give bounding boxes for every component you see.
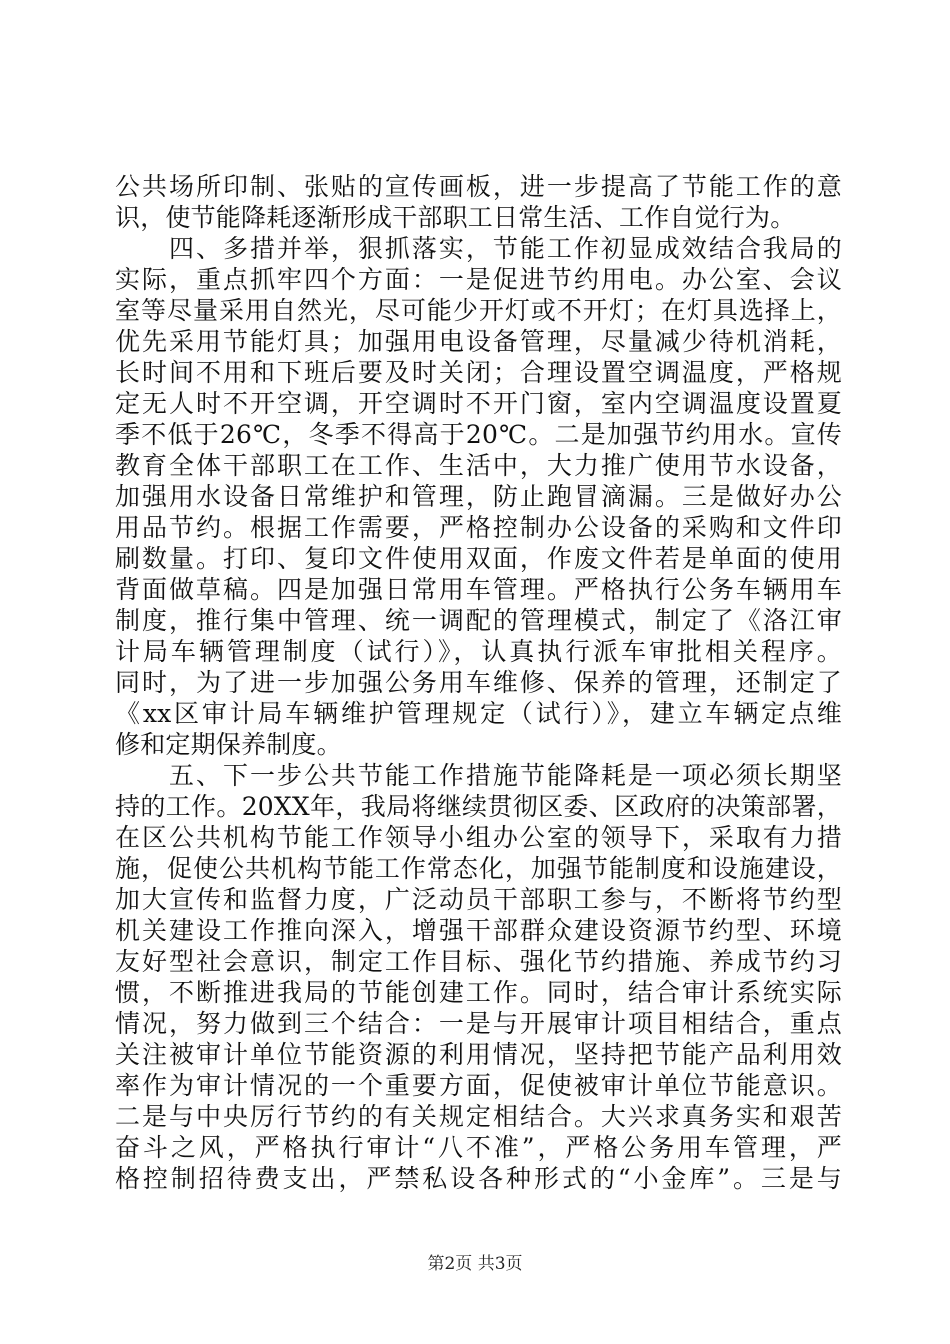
text-line: 二是与中央厉行节约的有关规定相结合。大兴求真务实和艰苦 (115, 1102, 842, 1131)
document-body (115, 171, 842, 1194)
page-number: 第2页 共3页 (427, 1254, 523, 1274)
text-line: 友好型社会意识，制定工作目标、强化节约措施、养成节约习 (115, 947, 842, 976)
text-line: 背面做草稿。四是加强日常用车管理。严格执行公务车辆用车 (115, 575, 842, 604)
page-footer (0, 1253, 950, 1275)
text-line: 用品节约。根据工作需要，严格控制办公设备的采购和文件印 (115, 513, 842, 542)
text-line: 五、下一步公共节能工作措施节能降耗是一项必须长期坚 (115, 761, 842, 790)
text-line: 惯，不断推进我局的节能创建工作。同时，结合审计系统实际 (115, 978, 842, 1007)
text-line: 修和定期保养制度。 (115, 730, 342, 759)
text-line: 同时，为了进一步加强公务用车维修、保养的管理，还制定了 (115, 668, 842, 697)
text-line: 机关建设工作推向深入，增强干部群众建设资源节约型、环境 (115, 916, 842, 945)
text-line: 优先采用节能灯具；加强用电设备管理，尽量减少待机消耗， (115, 327, 842, 356)
text-line: 在区公共机构节能工作领导小组办公室的领导下，采取有力措 (115, 823, 842, 852)
text-line: 情况，努力做到三个结合：一是与开展审计项目相结合，重点 (115, 1009, 842, 1038)
text-line: 加大宣传和监督力度，广泛动员干部职工参与，不断将节约型 (115, 885, 842, 914)
text-line: 奋斗之风，严格执行审计“八不准”，严格公务用车管理，严 (115, 1133, 842, 1162)
text-line: 季不低于26℃，冬季不得高于20℃。二是加强节约用水。宣传 (115, 420, 842, 449)
text-line: 加强用水设备日常维护和管理，防止跑冒滴漏。三是做好办公 (115, 482, 842, 511)
text-line: 实际，重点抓牢四个方面：一是促进节约用电。办公室、会议 (115, 265, 842, 294)
text-line: 公共场所印制、张贴的宣传画板，进一步提高了节能工作的意 (115, 172, 842, 201)
text-line: 刷数量。打印、复印文件使用双面，作废文件若是单面的使用 (115, 544, 842, 573)
text-line: 四、多措并举，狠抓落实，节能工作初显成效结合我局的 (115, 234, 842, 263)
text-line: 识，使节能降耗逐渐形成干部职工日常生活、工作自觉行为。 (115, 203, 796, 232)
text-line: 率作为审计情况的一个重要方面，促使被审计单位节能意识。 (115, 1071, 842, 1100)
text-line: 《xx区审计局车辆维护管理规定（试行）》，建立车辆定点维 (115, 699, 842, 728)
text-line: 施，促使公共机构节能工作常态化，加强节能制度和设施建设， (115, 854, 842, 883)
text-line: 计局车辆管理制度（试行）》，认真执行派车审批相关程序。 (115, 637, 842, 666)
text-line: 关注被审计单位节能资源的利用情况，坚持把节能产品利用效 (115, 1040, 842, 1069)
text-line: 长时间不用和下班后要及时关闭；合理设置空调温度，严格规 (115, 358, 842, 387)
text-line: 制度，推行集中管理、统一调配的管理模式，制定了《洛江审 (115, 606, 842, 635)
text-line: 持的工作。20XX年，我局将继续贯彻区委、区政府的决策部署， (115, 792, 842, 821)
text-line: 室等尽量采用自然光，尽可能少开灯或不开灯；在灯具选择上， (115, 296, 842, 325)
text-line: 定无人时不开空调，开空调时不开门窗，室内空调温度设置夏 (115, 389, 842, 418)
text-line: 格控制招待费支出，严禁私设各种形式的“小金库”。三是与 (115, 1164, 842, 1193)
text-line: 教育全体干部职工在工作、生活中，大力推广使用节水设备， (115, 451, 842, 480)
